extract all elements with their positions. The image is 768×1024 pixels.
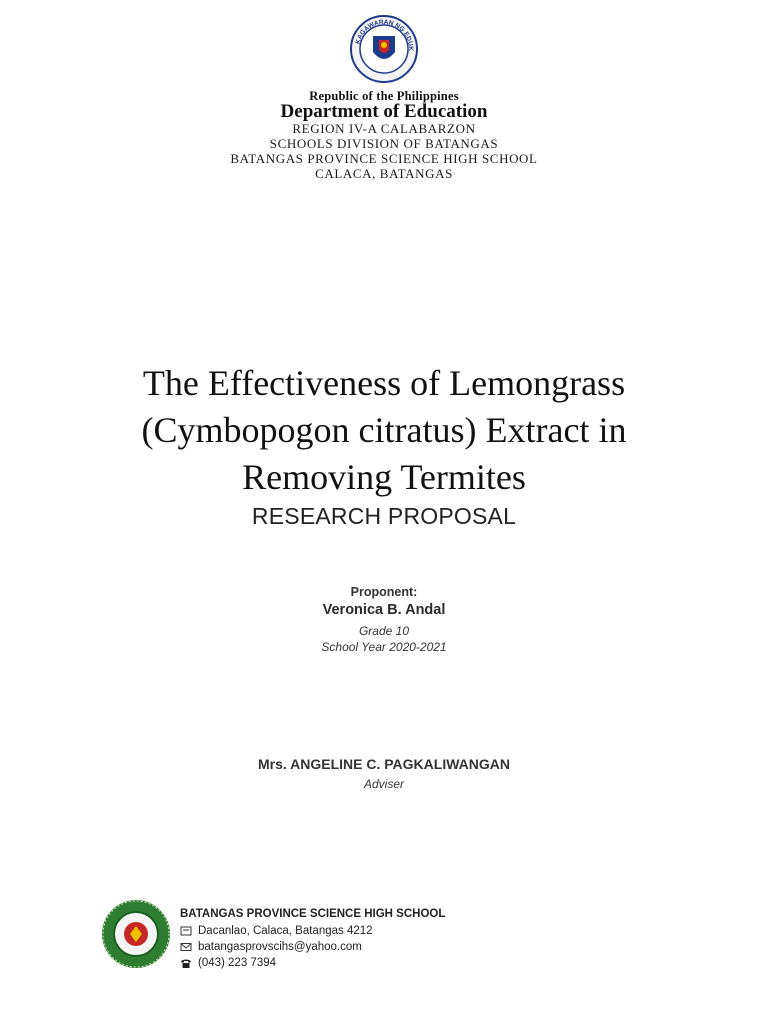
deped-seal (349, 14, 419, 84)
proponent-name: Veronica B. Andal (322, 602, 446, 618)
school-line: BATANGAS PROVINCE SCIENCE HIGH SCHOOL (230, 151, 538, 166)
adviser-role: Adviser (363, 777, 404, 791)
footer-school-name: BATANGAS PROVINCE SCIENCE HIGH SCHOOL (180, 908, 446, 920)
email-icon (180, 941, 192, 953)
adviser-name: Mrs. ANGELINE C. PAGKALIWANGAN (257, 756, 510, 772)
republic-line: Republic of the Philippines (309, 89, 459, 103)
footer-address (180, 925, 373, 937)
phone-icon (180, 957, 192, 969)
footer-phone (180, 957, 276, 969)
school-year: School Year 2020-2021 (321, 640, 447, 654)
email-text[interactable]: batangasprovscihs@yahoo.com (198, 941, 362, 953)
proponent-grade: Grade 10 (358, 624, 410, 638)
title-line-3: Removing Termites (242, 457, 526, 497)
proponent-label: Proponent: (350, 585, 418, 599)
footer-email (180, 941, 362, 953)
seal-arc-text: KAGAWARAN NG EDUK (354, 18, 415, 51)
division-line: SCHOOLS DIVISION OF BATANGAS (269, 136, 499, 151)
address-text: Dacanlao, Calaca, Batangas 4212 (198, 925, 373, 937)
department-name: Department of Education (280, 101, 488, 122)
town-line: CALACA, BATANGAS (315, 166, 453, 181)
document-subtitle: RESEARCH PROPOSAL (251, 503, 517, 529)
title-line-1: The Effectiveness of Lemongrass (142, 363, 626, 403)
title-line-2: (Cymbopogon citratus) Extract in (141, 410, 627, 450)
address-icon (180, 925, 192, 937)
phone-text: (043) 223 7394 (198, 957, 277, 969)
school-logo (100, 898, 172, 970)
region-line: REGION IV-A CALABARZON (292, 121, 476, 136)
document-title (0, 360, 768, 501)
